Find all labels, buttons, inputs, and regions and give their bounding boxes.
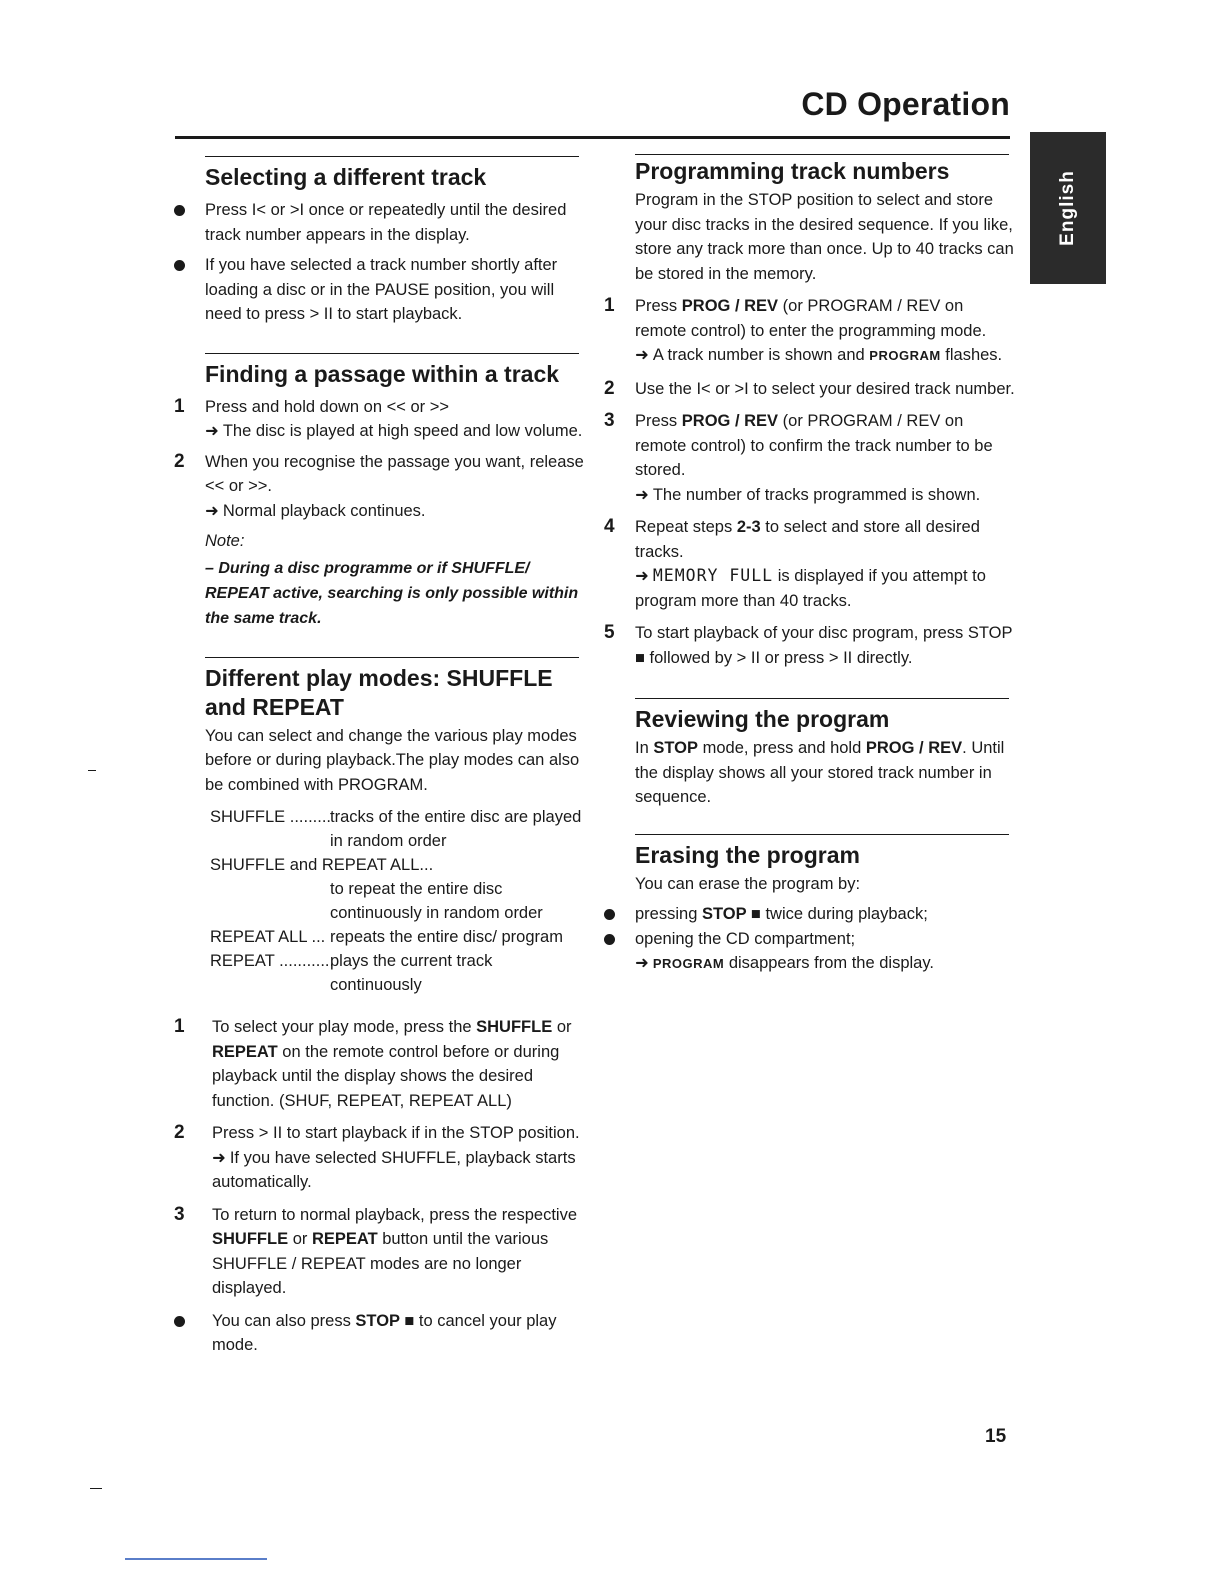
- step-number: 3: [174, 1203, 185, 1225]
- step-result-text: flashes.: [945, 346, 1003, 364]
- step-number: 2: [174, 1122, 185, 1143]
- mode-desc: plays the current track continuously: [330, 952, 493, 994]
- arrow-right-icon: ➜: [635, 485, 649, 504]
- page-number: 15: [985, 1426, 1007, 1447]
- step-keyword: REPEAT: [311, 1230, 378, 1248]
- bullet-icon: [174, 1316, 185, 1327]
- bullet-text: twice during playback;: [765, 905, 928, 923]
- step-item: [600, 294, 1015, 369]
- step-item: [600, 377, 1015, 402]
- step-keyword: PROG / REV: [681, 412, 779, 430]
- step-text: Use the I< or >I to select your desired track number.: [635, 379, 1015, 398]
- title-rule: [175, 136, 1010, 139]
- reviewing-keyword: STOP: [653, 739, 698, 757]
- bullet-keyword: STOP ■: [701, 905, 761, 923]
- step-result: [212, 1146, 585, 1195]
- mode-key: SHUFFLE and REPEAT ALL...: [210, 856, 434, 874]
- step-text: When you recognise the passage you want, release << or >>.: [205, 452, 584, 495]
- reviewing-keyword: PROG / REV: [865, 739, 963, 757]
- step-text: To select your play mode, press the: [212, 1018, 472, 1036]
- right-column: [600, 154, 1015, 983]
- section-selecting-track: [170, 156, 585, 327]
- reviewing-text-part: In: [635, 739, 649, 757]
- section-programming: [600, 154, 1015, 670]
- step-text: (or PROGRAM / REV on remote control) to enter the programming mode.: [635, 297, 987, 340]
- step-result: [635, 483, 1015, 508]
- section-rule: [635, 154, 1009, 155]
- step-keyword: 2-3: [736, 518, 761, 536]
- mode-row: [210, 949, 585, 997]
- bullet-item: [170, 198, 585, 247]
- step-keyword: PROG / REV: [681, 297, 779, 315]
- page-title: CD Operation: [801, 86, 1010, 122]
- bullet-icon: [174, 205, 185, 216]
- section-rule: [635, 834, 1009, 835]
- step-result-text: A track number is shown and: [652, 346, 865, 364]
- step-text: or: [292, 1230, 308, 1248]
- modes-table: [210, 805, 585, 997]
- bullet-icon: [174, 260, 185, 271]
- step-number: 4: [604, 516, 615, 537]
- step-item: [600, 409, 1015, 507]
- note-label: Note:: [205, 532, 245, 550]
- mode-row: [210, 805, 585, 853]
- arrow-right-icon: ➜: [205, 422, 219, 440]
- section-reviewing: [600, 698, 1015, 810]
- left-column: [170, 156, 585, 1364]
- step-item: [600, 515, 1015, 613]
- arrow-right-icon: ➜: [635, 954, 649, 972]
- section-rule: [635, 698, 1009, 699]
- mode-desc: repeats the entire disc/ program: [330, 928, 563, 946]
- display-indicator: PROGRAM: [869, 348, 941, 363]
- step-item: [170, 1015, 585, 1113]
- section-title: Programming track numbers: [635, 158, 950, 184]
- step-item: [170, 395, 585, 444]
- section-rule: [205, 156, 579, 157]
- step-item: [170, 1203, 585, 1301]
- step-item: [170, 1121, 585, 1195]
- step-text: or: [556, 1018, 572, 1036]
- section-title: Finding a passage within a track: [205, 360, 560, 387]
- bullet-text: opening the CD compartment;: [635, 929, 856, 948]
- section-title: Erasing the program: [635, 841, 860, 868]
- step-text: on the remote control before or during playback until the display shows the desired function. (SHUF, REPEAT, REPEAT ALL): [212, 1042, 560, 1110]
- mode-desc: tracks of the entire disc are played in random order: [330, 808, 582, 850]
- step-number: 2: [174, 450, 185, 472]
- step-number: 1: [604, 295, 615, 316]
- step-text: Repeat steps: [635, 518, 733, 536]
- arrow-right-icon: ➜: [205, 501, 219, 520]
- lcd-display-text: MEMORY FULL: [652, 566, 774, 585]
- bullet-text: You can also press: [212, 1311, 351, 1330]
- section-finding-passage: [170, 353, 585, 631]
- language-tab: [1030, 132, 1106, 284]
- mode-key: REPEAT ............: [210, 952, 335, 970]
- step-text: to select and store all desired tracks.: [635, 518, 980, 561]
- step-result-text: If you have selected SHUFFLE, playback starts automatically.: [212, 1148, 576, 1191]
- section-title-line1: Different play modes: SHUFFLE: [205, 664, 553, 691]
- mode-key: REPEAT ALL ...: [210, 928, 326, 946]
- step-number: 1: [174, 1016, 185, 1037]
- step-number: 5: [604, 622, 615, 643]
- step-text: Press: [635, 297, 678, 315]
- mode-key: SHUFFLE .........: [210, 808, 332, 826]
- reviewing-text-part: Until the display shows all your stored track number in sequence.: [635, 739, 1005, 806]
- bullet-item: [170, 1309, 585, 1358]
- language-tab-label: English: [1057, 170, 1078, 246]
- step-text: Press and hold down on << or >>: [205, 397, 450, 416]
- section-play-modes: [170, 657, 585, 1358]
- mode-row: [210, 925, 585, 949]
- step-result-text: The disc is played at high speed and low volume.: [222, 422, 583, 440]
- step-text: Press: [635, 412, 678, 430]
- bullet-icon: [604, 909, 615, 920]
- programming-intro: Program in the STOP position to select and store your disc tracks in the desired sequence. If you like, store any track more than once. Up to 40 tracks can be stored in the memory.: [635, 191, 1014, 283]
- section-title: Reviewing the program: [635, 706, 890, 732]
- bullet-icon: [604, 934, 615, 945]
- step-result-text: is displayed if you attempt to program more than 40 tracks.: [635, 567, 986, 610]
- step-item: [170, 450, 585, 524]
- erasing-intro: You can erase the program by:: [635, 874, 861, 893]
- margin-mark: [88, 770, 96, 771]
- section-rule: [205, 657, 579, 658]
- mode-row: [210, 877, 585, 925]
- bullet-text: If you have selected a track number shortly after loading a disc or in the PAUSE position, you will need to press > II to start playback.: [205, 256, 558, 323]
- step-number: 3: [604, 410, 615, 431]
- step-number: 2: [604, 377, 615, 399]
- arrow-right-icon: ➜: [212, 1148, 226, 1167]
- bullet-item: [600, 902, 1015, 927]
- step-text: Press > II to start playback if in the STOP position.: [212, 1124, 580, 1142]
- bullet-result: [635, 951, 1015, 977]
- step-result-text: The number of tracks programmed is shown.: [652, 485, 981, 504]
- step-item: [600, 621, 1015, 670]
- step-keyword: SHUFFLE: [476, 1018, 553, 1036]
- margin-mark: [90, 1488, 102, 1489]
- mode-key-spacer: [210, 877, 330, 925]
- step-text: (or PROGRAM / REV on remote control) to confirm the track number to be stored.: [635, 412, 993, 479]
- modes-intro: You can select and change the various play modes before or during playback.The play modes can also be combined with PROGRAM.: [205, 726, 580, 794]
- step-result: [635, 564, 1015, 613]
- step-result-text: Normal playback continues.: [222, 501, 426, 520]
- step-keyword: REPEAT: [212, 1042, 278, 1061]
- section-erasing: [600, 834, 1015, 977]
- step-keyword: SHUFFLE: [212, 1230, 289, 1248]
- step-number: 1: [174, 395, 185, 417]
- step-text: To return to normal playback, press the respective: [212, 1205, 578, 1224]
- bullet-text: to cancel your play mode.: [212, 1311, 557, 1354]
- arrow-right-icon: ➜: [635, 567, 649, 585]
- section-rule: [205, 353, 579, 354]
- section-title: [205, 664, 585, 722]
- reviewing-text-part: mode, press and hold: [702, 739, 862, 757]
- step-result: [635, 343, 1015, 369]
- step-result: [205, 499, 585, 524]
- bullet-keyword: STOP ■: [355, 1311, 415, 1330]
- mode-desc: to repeat the entire disc continuously in random order: [330, 880, 543, 922]
- bullet-item: [170, 253, 585, 327]
- blue-rule: [125, 1558, 267, 1560]
- step-result: [205, 419, 585, 444]
- bullet-result-text: disappears from the display.: [728, 954, 934, 972]
- section-title: Selecting a different track: [205, 164, 487, 190]
- display-indicator: PROGRAM: [652, 956, 725, 971]
- step-text: button until the various SHUFFLE / REPEAT modes are no longer displayed.: [212, 1230, 549, 1297]
- bullet-item: [600, 927, 1015, 977]
- reviewing-text: In STOP mode, press and hold PROG / REV. Until the display shows all your stored track number in sequence.: [635, 739, 1005, 806]
- bullet-text: Press I< or >I once or repeatedly until the desired track number appears in the display.: [205, 201, 567, 244]
- section-title-line2: and REPEAT: [205, 693, 344, 720]
- bullet-text: pressing: [635, 905, 698, 923]
- mode-row: [210, 853, 585, 877]
- arrow-right-icon: ➜: [635, 346, 649, 364]
- note-text: – During a disc programme or if SHUFFLE/ REPEAT active, searching is only possible within the same track.: [205, 559, 579, 627]
- step-text: To start playback of your disc program, press STOP ■ followed by > II or press > II directly.: [635, 624, 1013, 667]
